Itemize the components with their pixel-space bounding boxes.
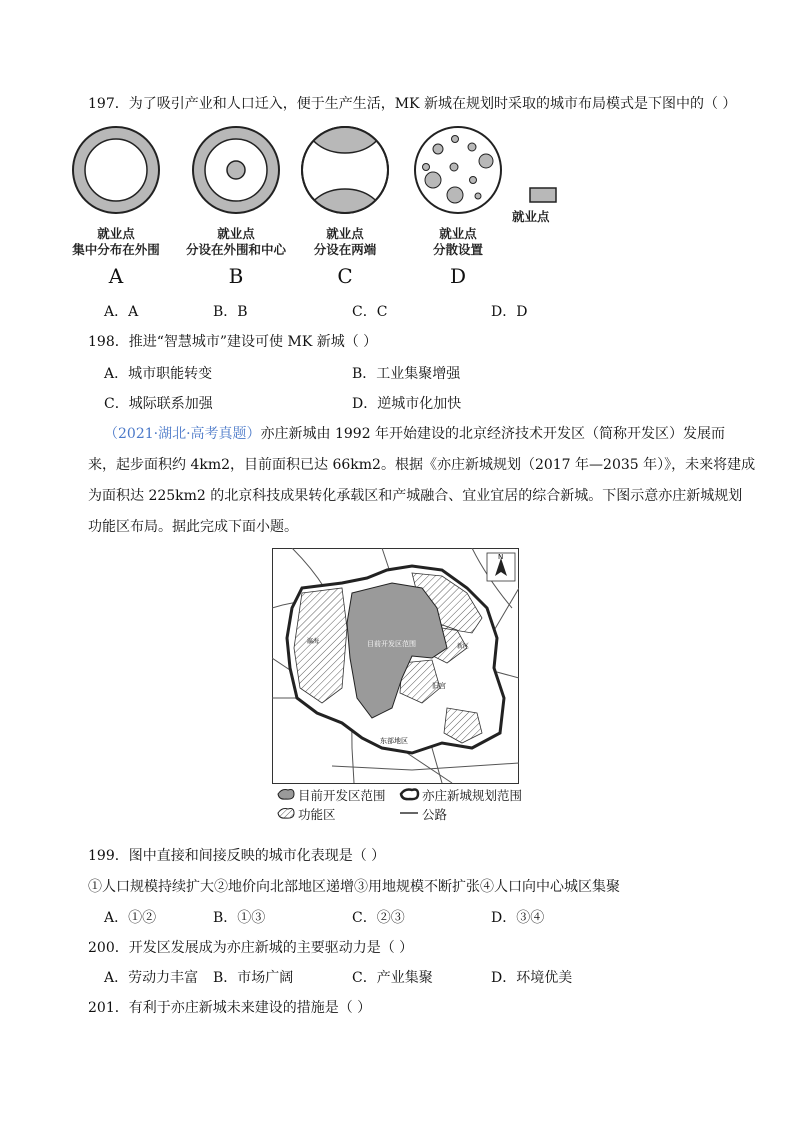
yizhuang-map xyxy=(272,548,519,784)
q198-option-a[interactable]: A．城市职能转变 xyxy=(104,366,213,382)
pattern-d-letter: D xyxy=(449,264,467,288)
q199-stem: 199．图中直接和间接反映的城市化表现是（ ） xyxy=(88,848,386,864)
q200-option-a[interactable]: A．劳动力丰富 xyxy=(104,970,199,986)
pattern-c-caption-2: 分设在两端 xyxy=(313,242,377,257)
q197-option-d[interactable]: D．D xyxy=(491,304,528,320)
q197-stem: 197．为了吸引产业和人口迁入，便于生产生活，MK 新城在规划时采取的城市布局模式是下图中的（ ） xyxy=(88,96,737,112)
pattern-b-caption-1: 就业点 xyxy=(217,226,255,241)
passage-line-3: 为面积达 225km2 的北京科技成果转化承载区和产城融合、宜业宜居的综合新城。下图示意亦庄新城规划 xyxy=(88,488,743,504)
passage-source: （2021·湖北·高考真题） xyxy=(104,426,261,442)
map-label-kfq: 目前开发区范围 xyxy=(367,640,416,648)
map-legend-func: 功能区 xyxy=(298,807,336,822)
q199-option-c[interactable]: C．②③ xyxy=(352,910,405,926)
q197-option-b[interactable]: B．B xyxy=(213,304,248,320)
pattern-a-caption-1: 就业点 xyxy=(97,226,135,241)
q199-option-d[interactable]: D．③④ xyxy=(491,910,545,926)
pattern-a-diagram xyxy=(73,127,159,213)
q198-option-b[interactable]: B．工业集聚增强 xyxy=(352,366,461,382)
q197-option-c[interactable]: C．C xyxy=(352,304,388,320)
q199-option-a[interactable]: A．①② xyxy=(104,910,157,926)
passage-line-4: 功能区布局。据此完成下面小题。 xyxy=(88,519,298,535)
q200-option-c[interactable]: C．产业集聚 xyxy=(352,970,433,986)
q198-option-d[interactable]: D．逆城市化加快 xyxy=(352,396,462,412)
pattern-a-caption-2: 集中分布在外围 xyxy=(72,242,160,257)
employment-point-legend-swatch xyxy=(530,188,556,202)
q198-option-c[interactable]: C．城际联系加强 xyxy=(104,396,213,412)
q197-option-a[interactable]: A．A xyxy=(104,304,139,320)
q200-option-b[interactable]: B．市场广阔 xyxy=(213,970,294,986)
passage-text-1: 亦庄新城由 1992 年开始建设的北京经济技术开发区（简称开发区）发展而 xyxy=(260,426,726,442)
pattern-d-caption-1: 就业点 xyxy=(439,226,477,241)
map-north-label: N xyxy=(498,553,504,561)
pattern-b-letter: B xyxy=(228,264,244,288)
pattern-a-letter: A xyxy=(108,264,124,288)
q199-items: ①人口规模持续扩大②地价向北部地区递增③用地规模不断扩张④人口向中心城区集聚 xyxy=(88,879,620,895)
map-legend-planned: 亦庄新城规划范围 xyxy=(422,788,523,803)
map-label-xinqu: 新区 xyxy=(457,643,470,650)
passage-line-2: 来，起步面积约 4km2，目前面积已达 66km2。根据《亦庄新城规划（2017 年—2035 年）》，未来将建成 xyxy=(88,457,756,473)
pattern-c-caption-1: 就业点 xyxy=(326,226,364,241)
pattern-d-caption-2: 分散设置 xyxy=(432,242,483,257)
passage-line-1 xyxy=(104,424,725,444)
map-label-yinghai: 瀛海 xyxy=(307,638,320,645)
map-label-jiuqiao: 旧宫 xyxy=(432,682,446,690)
q199-option-b[interactable]: B．①③ xyxy=(213,910,266,926)
map-legend-current: 目前开发区范围 xyxy=(298,788,386,803)
q200-option-d[interactable]: D．环境优美 xyxy=(491,970,573,986)
q201-stem: 201．有利于亦庄新城未来建设的措施是（ ） xyxy=(88,1000,372,1016)
pattern-d-diagram xyxy=(415,127,501,213)
q200-stem: 200．开发区发展成为亦庄新城的主要驱动力是（ ） xyxy=(88,940,414,956)
q198-stem: 198．推进“智慧城市”建设可使 MK 新城（ ） xyxy=(88,334,378,350)
map-legend-road: 公路 xyxy=(422,807,448,822)
pattern-c-letter: C xyxy=(337,264,353,288)
map-label-dongbu: 东部地区 xyxy=(380,737,408,745)
pattern-b-caption-2: 分设在外围和中心 xyxy=(185,242,286,257)
pattern-b-diagram xyxy=(193,127,279,213)
figure-legend-label: 就业点 xyxy=(512,209,550,224)
